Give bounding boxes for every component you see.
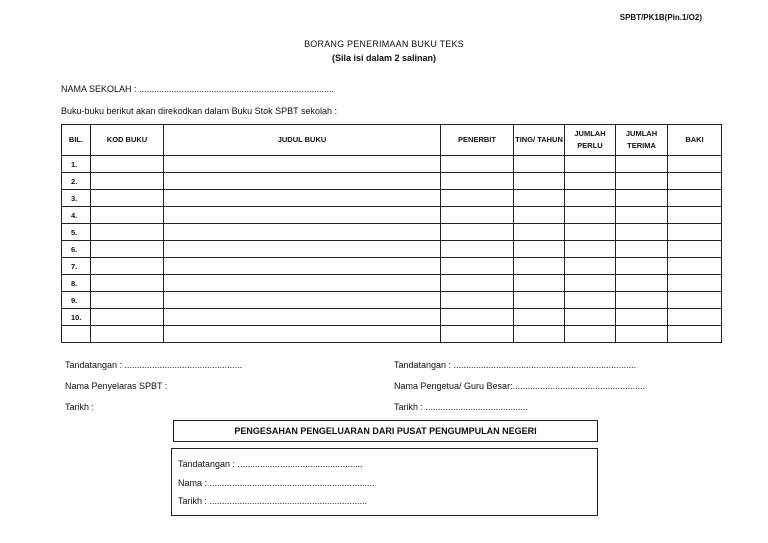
table-row bbox=[62, 190, 722, 207]
table-cell[interactable] bbox=[668, 224, 722, 241]
column-header: JUMLAH PERLU bbox=[565, 125, 616, 156]
table-cell[interactable] bbox=[565, 241, 616, 258]
state-verification-box bbox=[171, 448, 598, 516]
table-cell[interactable] bbox=[668, 156, 722, 173]
table-cell[interactable] bbox=[441, 190, 514, 207]
row-number-cell[interactable]: 8. bbox=[62, 275, 91, 292]
table-cell[interactable] bbox=[514, 275, 565, 292]
state-verification-header-box bbox=[173, 420, 598, 442]
table-cell[interactable] bbox=[616, 190, 668, 207]
column-header: BAKI bbox=[668, 125, 722, 156]
column-header: JUDUL BUKU bbox=[164, 125, 441, 156]
table-cell[interactable] bbox=[514, 224, 565, 241]
table-cell[interactable] bbox=[514, 326, 565, 343]
state-verification-title: PENGESAHAN PENGELUARAN DARI PUSAT PENGUMPULAN NEGERI bbox=[234, 426, 537, 436]
coordinator-date-field[interactable]: Tarikh : bbox=[65, 402, 95, 412]
column-header: TING/ TAHUN bbox=[514, 125, 565, 156]
table-row bbox=[62, 241, 722, 258]
table-cell[interactable] bbox=[514, 241, 565, 258]
state-signature-field[interactable]: Tandatangan : .................................................. bbox=[178, 459, 363, 469]
table-cell[interactable] bbox=[514, 207, 565, 224]
row-number-cell[interactable]: 6. bbox=[62, 241, 91, 258]
table-cell[interactable] bbox=[91, 173, 164, 190]
table-cell[interactable] bbox=[164, 241, 441, 258]
table-cell[interactable] bbox=[91, 275, 164, 292]
table-row bbox=[62, 224, 722, 241]
table-cell[interactable] bbox=[164, 224, 441, 241]
table-cell[interactable] bbox=[514, 156, 565, 173]
table-cell[interactable] bbox=[164, 258, 441, 275]
state-name-field[interactable]: Nama : .................................................................. bbox=[178, 478, 375, 488]
table-cell[interactable] bbox=[441, 224, 514, 241]
row-number-cell[interactable]: 2. bbox=[62, 173, 91, 190]
table-cell[interactable] bbox=[616, 326, 668, 343]
table-cell[interactable] bbox=[616, 156, 668, 173]
table-cell[interactable] bbox=[514, 258, 565, 275]
table-cell[interactable] bbox=[514, 173, 565, 190]
table-cell[interactable] bbox=[616, 275, 668, 292]
row-number-cell[interactable]: 5. bbox=[62, 224, 91, 241]
coordinator-name-field[interactable]: Nama Penyelaras SPBT : bbox=[65, 381, 168, 391]
table-cell[interactable] bbox=[565, 326, 616, 343]
table-cell[interactable] bbox=[668, 173, 722, 190]
table-cell[interactable] bbox=[616, 241, 668, 258]
row-number-cell[interactable]: 1. bbox=[62, 156, 91, 173]
table-cell[interactable] bbox=[565, 190, 616, 207]
table-cell[interactable] bbox=[616, 292, 668, 309]
table-cell[interactable] bbox=[164, 156, 441, 173]
table-cell[interactable] bbox=[91, 326, 164, 343]
school-name-field[interactable]: NAMA SEKOLAH : .............................................................................. bbox=[61, 84, 335, 94]
table-cell[interactable] bbox=[668, 258, 722, 275]
table-cell[interactable] bbox=[565, 224, 616, 241]
table-cell[interactable] bbox=[91, 258, 164, 275]
table-cell[interactable] bbox=[91, 241, 164, 258]
column-header: KOD BUKU bbox=[91, 125, 164, 156]
table-cell[interactable] bbox=[164, 190, 441, 207]
table-cell[interactable] bbox=[441, 207, 514, 224]
table-row bbox=[62, 292, 722, 309]
table-cell[interactable] bbox=[565, 258, 616, 275]
table-cell[interactable] bbox=[441, 309, 514, 326]
table-cell[interactable] bbox=[514, 309, 565, 326]
table-cell[interactable] bbox=[668, 275, 722, 292]
table-cell[interactable] bbox=[164, 275, 441, 292]
table-cell[interactable] bbox=[164, 173, 441, 190]
table-cell[interactable] bbox=[91, 292, 164, 309]
table-cell[interactable] bbox=[164, 309, 441, 326]
table-cell[interactable] bbox=[565, 292, 616, 309]
row-number-cell[interactable]: 3. bbox=[62, 190, 91, 207]
column-header: JUMLAH TERIMA bbox=[616, 125, 668, 156]
table-cell[interactable] bbox=[91, 190, 164, 207]
table-cell[interactable] bbox=[668, 241, 722, 258]
table-cell[interactable] bbox=[668, 309, 722, 326]
table-cell[interactable] bbox=[668, 326, 722, 343]
table-cell[interactable] bbox=[441, 292, 514, 309]
table-row bbox=[62, 207, 722, 224]
table-cell[interactable] bbox=[514, 190, 565, 207]
column-header: PENERBIT bbox=[441, 125, 514, 156]
table-row bbox=[62, 258, 722, 275]
table-cell[interactable] bbox=[164, 207, 441, 224]
table-cell[interactable] bbox=[91, 207, 164, 224]
table-cell[interactable] bbox=[441, 275, 514, 292]
table-cell[interactable] bbox=[514, 292, 565, 309]
row-number-cell[interactable]: 4. bbox=[62, 207, 91, 224]
table-cell[interactable] bbox=[565, 156, 616, 173]
principal-date-field[interactable]: Tarikh : ......................................... bbox=[394, 402, 529, 412]
table-cell[interactable] bbox=[565, 173, 616, 190]
table-cell[interactable] bbox=[616, 309, 668, 326]
book-table bbox=[61, 124, 722, 343]
column-header: BIL. bbox=[62, 125, 91, 156]
principal-signature-field[interactable]: Tandatangan : ......................................................................... bbox=[394, 360, 637, 370]
table-cell[interactable] bbox=[616, 207, 668, 224]
principal-name-field[interactable]: Nama Pengetua/ Guru Besar:..................................................... bbox=[394, 381, 646, 391]
intro-text: Buku-buku berikut akan direkodkan dalam Buku Stok SPBT sekolah : bbox=[61, 106, 337, 116]
table-cell[interactable] bbox=[441, 173, 514, 190]
table-row bbox=[62, 156, 722, 173]
form-subtitle: (Sila isi dalam 2 salinan) bbox=[331, 53, 437, 63]
table-cell[interactable] bbox=[91, 224, 164, 241]
table-cell[interactable] bbox=[616, 224, 668, 241]
table-cell[interactable] bbox=[616, 173, 668, 190]
table-cell[interactable] bbox=[616, 258, 668, 275]
table-header-row bbox=[62, 125, 722, 156]
state-date-field[interactable]: Tarikh : ............................................................... bbox=[178, 496, 368, 506]
table-cell[interactable] bbox=[441, 258, 514, 275]
table-cell[interactable] bbox=[91, 156, 164, 173]
row-number-cell[interactable]: 9. bbox=[62, 292, 91, 309]
table-cell[interactable] bbox=[668, 207, 722, 224]
table-cell[interactable] bbox=[565, 309, 616, 326]
coordinator-signature-field[interactable]: Tandatangan : ............................................... bbox=[65, 360, 243, 370]
table-cell[interactable] bbox=[164, 292, 441, 309]
table-row bbox=[62, 275, 722, 292]
table-cell[interactable] bbox=[91, 309, 164, 326]
row-number-cell[interactable]: 7. bbox=[62, 258, 91, 275]
table-cell[interactable] bbox=[441, 326, 514, 343]
table-cell[interactable] bbox=[565, 207, 616, 224]
table-row bbox=[62, 173, 722, 190]
table-cell[interactable] bbox=[441, 156, 514, 173]
row-number-cell[interactable]: 10. bbox=[62, 309, 91, 326]
table-cell[interactable] bbox=[668, 190, 722, 207]
table-row bbox=[62, 326, 722, 343]
form-code: SPBT/PK1B(Pin.1/O2) bbox=[619, 13, 702, 22]
row-number-cell[interactable] bbox=[62, 326, 91, 343]
table-cell[interactable] bbox=[441, 241, 514, 258]
table-cell[interactable] bbox=[668, 292, 722, 309]
table-row bbox=[62, 309, 722, 326]
form-title: BORANG PENERIMAAN BUKU TEKS bbox=[304, 39, 464, 49]
table-cell[interactable] bbox=[164, 326, 441, 343]
table-cell[interactable] bbox=[565, 275, 616, 292]
